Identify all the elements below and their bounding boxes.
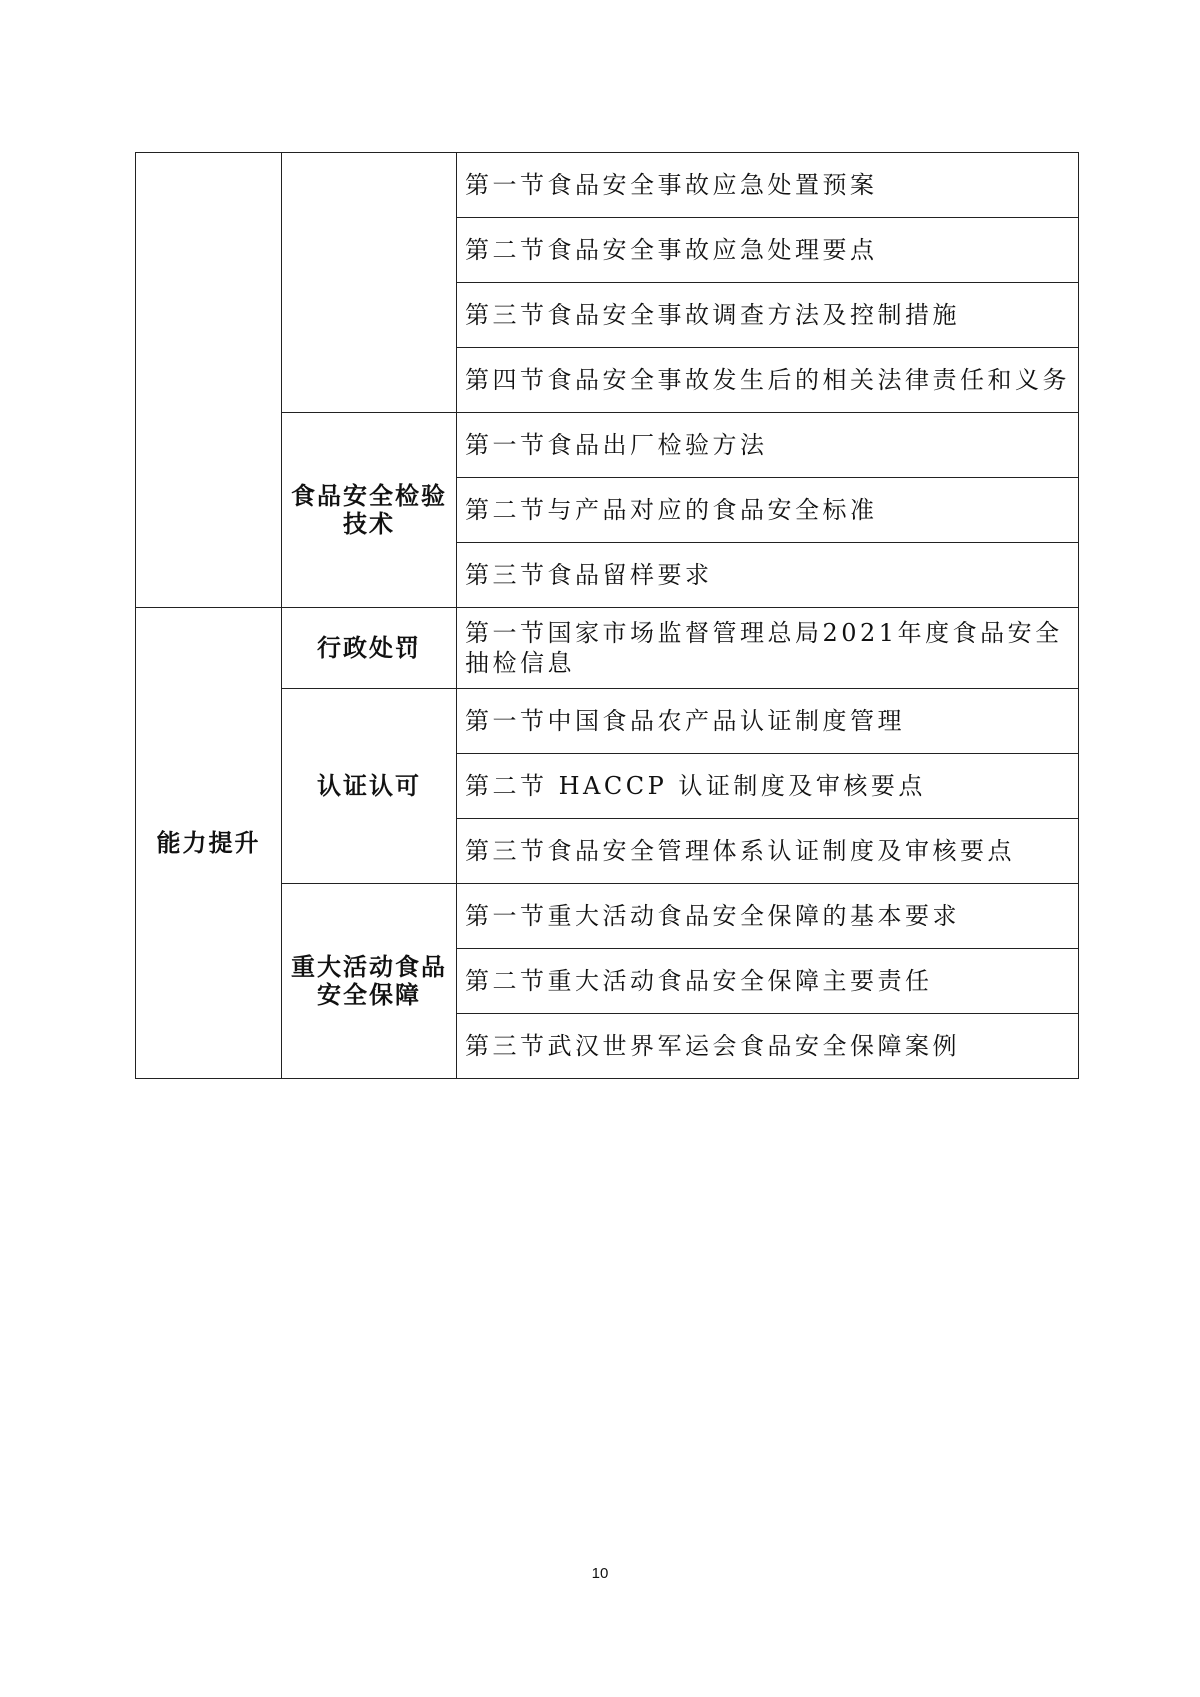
lesson-cell: 第一节食品安全事故应急处置预案 — [457, 153, 1079, 218]
lesson-cell: 第二节 HACCP 认证制度及审核要点 — [457, 754, 1079, 819]
lesson-cell: 第一节食品出厂检验方法 — [457, 413, 1079, 478]
table-row — [136, 608, 1079, 689]
lesson-cell: 第二节食品安全事故应急处理要点 — [457, 218, 1079, 283]
category-cell — [136, 153, 282, 608]
lesson-cell: 第四节食品安全事故发生后的相关法律责任和义务 — [457, 348, 1079, 413]
topic-cell: 行政处罚 — [282, 608, 457, 689]
lesson-cell: 第一节中国食品农产品认证制度管理 — [457, 689, 1079, 754]
lesson-cell: 第三节武汉世界军运会食品安全保障案例 — [457, 1014, 1079, 1079]
topic-cell: 食品安全检验技术 — [282, 413, 457, 608]
lesson-cell: 第一节重大活动食品安全保障的基本要求 — [457, 884, 1079, 949]
topic-cell: 重大活动食品安全保障 — [282, 884, 457, 1079]
lesson-cell: 第三节食品安全事故调查方法及控制措施 — [457, 283, 1079, 348]
table-row — [136, 153, 1079, 218]
lesson-cell: 第一节国家市场监督管理总局2021年度食品安全抽检信息 — [457, 608, 1079, 689]
page-number: 10 — [591, 1565, 609, 1582]
topic-cell: 认证认可 — [282, 689, 457, 884]
topic-cell — [282, 153, 457, 413]
category-cell: 能力提升 — [136, 608, 282, 1079]
lesson-cell: 第三节食品安全管理体系认证制度及审核要点 — [457, 819, 1079, 884]
lesson-cell: 第二节重大活动食品安全保障主要责任 — [457, 949, 1079, 1014]
curriculum-table — [135, 152, 1079, 1079]
lesson-cell: 第三节食品留样要求 — [457, 543, 1079, 608]
lesson-cell: 第二节与产品对应的食品安全标准 — [457, 478, 1079, 543]
